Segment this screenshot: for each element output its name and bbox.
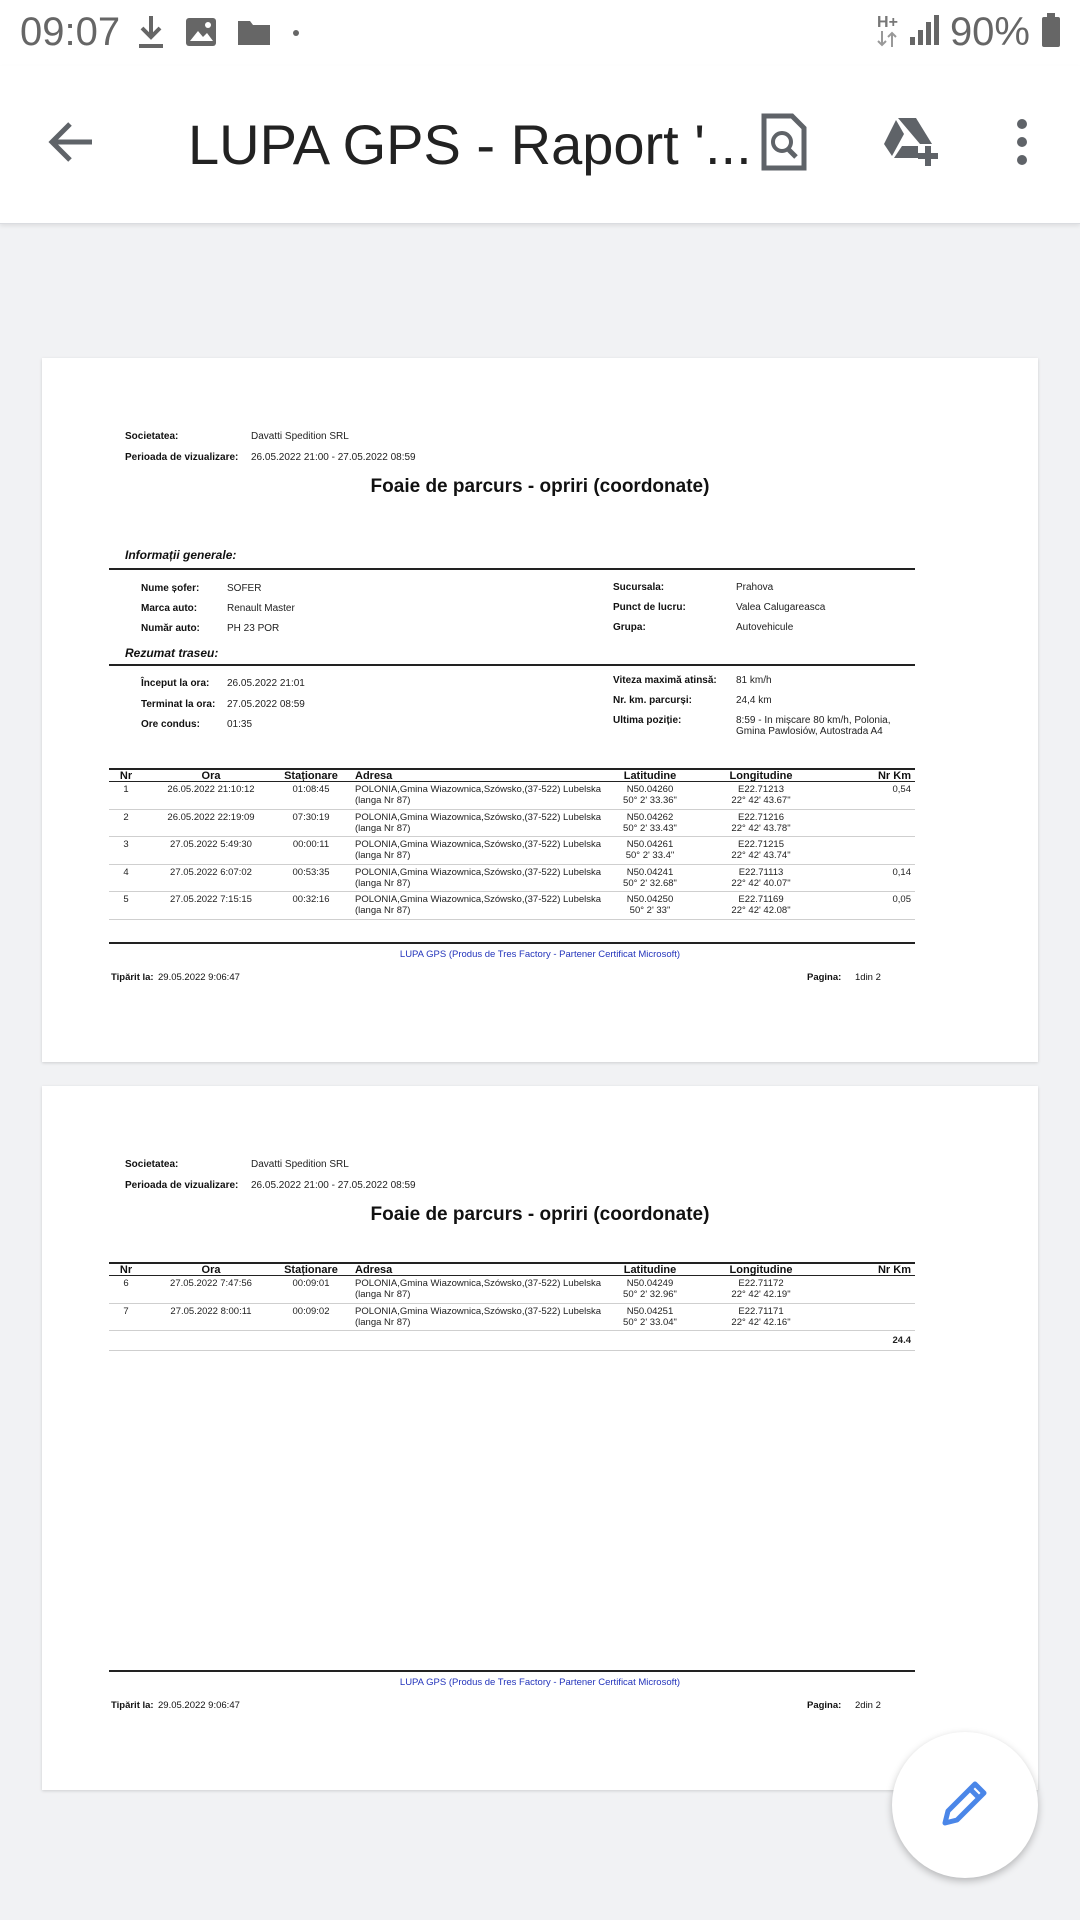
back-arrow-icon	[48, 120, 96, 169]
find-in-document-button[interactable]	[746, 106, 822, 182]
hours-value: 01:35	[227, 719, 253, 730]
footer-credit-link[interactable]: LUPA GPS (Produs de Tres Factory - Partener Certificat Microsoft)	[399, 1677, 681, 1688]
footer-divider	[109, 942, 915, 944]
cell-adresa-line-1: POLONIA,Gmina Wiazownica,Szówsko,(37-522) Lubelska	[355, 866, 602, 878]
period-value: 26.05.2022 21:00 - 27.05.2022 08:59	[251, 452, 416, 463]
cell-latitude: N50.04260	[626, 784, 674, 795]
company-value: Davatti Spedition SRL	[251, 1159, 349, 1170]
cell-latitude: N50.04251	[626, 1305, 674, 1317]
cell-adresa-line-2: (langa Nr 87)	[355, 1316, 411, 1328]
page-number: 1din 2	[855, 972, 881, 983]
cell-latitude-dms: 50° 2' 33.4"	[625, 850, 675, 861]
started-label: Început la ora:	[141, 678, 210, 689]
table-row	[109, 837, 915, 865]
folder-icon	[236, 17, 272, 52]
workpoint-label: Punct de lucru:	[613, 602, 686, 613]
cell-ora: 27.05.2022 6:07:02	[170, 866, 252, 878]
plate-value: PH 23 POR	[227, 623, 280, 634]
table-header	[109, 1262, 915, 1276]
header-adresa: Adresa	[355, 1264, 393, 1276]
plate-label: Număr auto:	[141, 623, 200, 634]
header-stationare: Staționare	[284, 1264, 338, 1276]
group-label: Grupa:	[613, 622, 646, 633]
footer-divider	[109, 1670, 915, 1672]
cell-stationare: 07:30:19	[292, 811, 330, 823]
battery-icon	[1040, 12, 1062, 53]
page-number: 2din 2	[855, 1700, 881, 1711]
last-position-line-1: 8:59 - In mișcare 80 km/h, Polonia,	[736, 715, 891, 726]
network-type: H+	[877, 15, 898, 51]
cell-longitude: E22.71216	[738, 811, 784, 823]
header-nr-km: Nr Km	[877, 770, 911, 782]
cell-stationare: 00:09:01	[292, 1278, 330, 1289]
stops-table	[109, 768, 915, 920]
workpoint-value: Valea Calugareasca	[736, 602, 826, 613]
system-icons	[877, 10, 1062, 55]
cell-ora: 27.05.2022 5:49:30	[170, 839, 252, 850]
header-longitudine: Longitudine	[729, 770, 793, 782]
footer-credit-link[interactable]: LUPA GPS (Produs de Tres Factory - Partener Certificat Microsoft)	[399, 949, 681, 960]
page-label: Pagina:	[807, 972, 842, 983]
cell-nr: 7	[123, 1305, 129, 1317]
route-summary-heading: Rezumat traseu:	[125, 646, 219, 660]
branch-label: Sucursala:	[613, 582, 665, 593]
notification-icons	[136, 14, 302, 55]
cell-latitude-dms: 50° 2' 33.36"	[623, 795, 677, 806]
period-label: Perioada de vizualizare:	[125, 1180, 239, 1191]
page-label: Pagina:	[807, 1700, 842, 1711]
cell-latitude: N50.04262	[626, 811, 674, 823]
cell-latitude-dms: 50° 2' 33.04"	[623, 1316, 677, 1328]
cell-latitude: N50.04261	[626, 839, 674, 850]
dot-icon	[290, 26, 302, 44]
cell-nr: 4	[123, 866, 129, 878]
table-row	[109, 1304, 915, 1332]
driver-label: Nume șofer:	[141, 583, 200, 594]
header-latitudine: Latitudine	[623, 1264, 677, 1276]
cell-adresa-line-1: POLONIA,Gmina Wiazownica,Szówsko,(37-522) Lubelska	[355, 784, 602, 795]
header-latitudine: Latitudine	[623, 770, 677, 782]
drive-add-icon	[880, 116, 940, 173]
image-icon	[184, 16, 218, 53]
km-value: 24,4 km	[736, 695, 772, 706]
status-bar	[0, 0, 1080, 66]
more-options-button[interactable]	[984, 106, 1060, 182]
cell-stationare: 00:32:16	[292, 894, 330, 905]
brand-label: Marca auto:	[141, 603, 198, 614]
cell-longitude-dms: 22° 42' 42.08"	[731, 905, 791, 916]
download-icon	[136, 14, 166, 55]
cell-adresa-line-1: POLONIA,Gmina Wiazownica,Szówsko,(37-522) Lubelska	[355, 1278, 602, 1289]
cell-latitude: N50.04250	[626, 894, 674, 905]
table-row	[109, 810, 915, 838]
cell-latitude-dms: 50° 2' 33"	[629, 905, 671, 916]
hours-label: Ore condus:	[141, 719, 200, 730]
table-header	[109, 768, 915, 782]
cell-longitude-dms: 22° 42' 43.67"	[731, 795, 791, 806]
cell-stationare: 00:53:35	[292, 866, 330, 878]
table-row	[109, 892, 915, 920]
pdf-page-2	[42, 1086, 1038, 1790]
brand-value: Renault Master	[227, 603, 295, 614]
cell-latitude-dms: 50° 2' 32.68"	[623, 877, 677, 889]
edit-pencil-icon	[939, 1777, 991, 1834]
cell-longitude: E22.71113	[738, 866, 784, 878]
company-label: Societatea:	[125, 1159, 179, 1170]
cell-longitude: E22.71172	[738, 1278, 784, 1289]
cell-nr: 2	[123, 811, 129, 823]
more-vert-icon	[1015, 118, 1029, 171]
cell-nr-km: 0,54	[892, 784, 911, 795]
cell-longitude: E22.71169	[738, 894, 784, 905]
cell-longitude: E22.71213	[738, 784, 784, 795]
cell-ora: 27.05.2022 8:00:11	[170, 1305, 252, 1317]
cell-adresa-line-1: POLONIA,Gmina Wiazownica,Szówsko,(37-522) Lubelska	[355, 839, 602, 850]
stops-table	[109, 1262, 915, 1351]
total-km: 24.4	[892, 1335, 911, 1346]
cell-ora: 26.05.2022 22:19:09	[167, 811, 255, 823]
cell-nr: 3	[123, 839, 129, 850]
cell-adresa-line-2: (langa Nr 87)	[355, 850, 411, 861]
driver-value: SOFER	[227, 583, 262, 594]
cell-nr: 6	[123, 1278, 129, 1289]
search-document-icon	[760, 112, 808, 177]
cell-longitude-dms: 22° 42' 43.74"	[731, 850, 791, 861]
document-title: LUPA GPS - Raport '...	[188, 113, 752, 176]
report-title: Foaie de parcurs - opriri (coordonate)	[370, 1204, 710, 1225]
cell-ora: 27.05.2022 7:47:56	[170, 1278, 252, 1289]
max-speed-value: 81 km/h	[736, 675, 772, 686]
cell-adresa-line-1: POLONIA,Gmina Wiazownica,Szówsko,(37-522) Lubelska	[355, 811, 602, 823]
max-speed-label: Viteza maximă atinsă:	[613, 675, 717, 686]
cell-adresa-line-2: (langa Nr 87)	[355, 1289, 411, 1300]
divider	[109, 568, 915, 570]
table-row	[109, 1276, 915, 1304]
signal-icon	[908, 13, 940, 52]
cell-ora: 26.05.2022 21:10:12	[167, 784, 255, 795]
km-label: Nr. km. parcurși:	[613, 695, 692, 706]
last-position-line-2: Gmina Pawlosiów, Autostrada A4	[736, 726, 883, 737]
cell-nr-km: 0,14	[892, 866, 911, 878]
last-position-label: Ultima poziție:	[613, 715, 682, 726]
cell-longitude-dms: 22° 42' 43.78"	[731, 822, 791, 834]
table-row	[109, 865, 915, 893]
cell-stationare: 00:00:11	[292, 839, 330, 850]
cell-longitude-dms: 22° 42' 40.07"	[731, 877, 791, 889]
report-title: Foaie de parcurs - opriri (coordonate)	[370, 476, 710, 497]
general-info-heading: Informații generale:	[125, 548, 237, 562]
header-nr-km: Nr Km	[877, 1264, 911, 1276]
cell-adresa-line-2: (langa Nr 87)	[355, 822, 411, 834]
finished-label: Terminat la ora:	[141, 699, 216, 710]
cell-latitude: N50.04249	[626, 1278, 674, 1289]
table-row	[109, 782, 915, 810]
printed-label: Tipărit la:	[111, 1700, 154, 1711]
cell-stationare: 00:09:02	[292, 1305, 330, 1317]
printed-value: 29.05.2022 9:06:47	[158, 972, 240, 983]
cell-ora: 27.05.2022 7:15:15	[170, 894, 252, 905]
started-value: 26.05.2022 21:01	[227, 678, 305, 689]
cell-adresa-line-2: (langa Nr 87)	[355, 795, 411, 806]
company-value: Davatti Spedition SRL	[251, 431, 349, 442]
period-label: Perioada de vizualizare:	[125, 452, 239, 463]
battery-percent: 90%	[949, 10, 1030, 54]
header-nr: Nr	[119, 770, 133, 782]
pdf-page-1	[42, 358, 1038, 1062]
cell-latitude-dms: 50° 2' 32.96"	[623, 1289, 677, 1300]
edit-fab-button[interactable]	[892, 1732, 1038, 1878]
cell-longitude-dms: 22° 42' 42.19"	[731, 1289, 791, 1300]
period-value: 26.05.2022 21:00 - 27.05.2022 08:59	[251, 1180, 416, 1191]
status-time: 09:07	[20, 10, 121, 54]
header-longitudine: Longitudine	[729, 1264, 793, 1276]
divider	[109, 664, 915, 666]
app-bar	[0, 66, 1080, 224]
total-row	[109, 1331, 915, 1351]
cell-adresa-line-1: POLONIA,Gmina Wiazownica,Szówsko,(37-522) Lubelska	[355, 1305, 602, 1317]
back-button[interactable]	[40, 112, 104, 176]
cell-adresa-line-1: POLONIA,Gmina Wiazownica,Szówsko,(37-522) Lubelska	[355, 894, 602, 905]
cell-adresa-line-2: (langa Nr 87)	[355, 905, 411, 916]
cell-nr: 5	[123, 894, 129, 905]
company-label: Societatea:	[125, 431, 179, 442]
cell-stationare: 01:08:45	[292, 784, 330, 795]
printed-value: 29.05.2022 9:06:47	[158, 1700, 240, 1711]
header-ora: Ora	[201, 770, 221, 782]
cell-longitude: E22.71215	[738, 839, 784, 850]
finished-value: 27.05.2022 08:59	[227, 699, 305, 710]
cell-latitude-dms: 50° 2' 33.43"	[623, 822, 677, 834]
cell-longitude: E22.71171	[738, 1305, 784, 1317]
cell-longitude-dms: 22° 42' 42.16"	[731, 1316, 791, 1328]
cell-latitude: N50.04241	[626, 866, 674, 878]
cell-adresa-line-2: (langa Nr 87)	[355, 877, 411, 889]
cell-nr: 1	[123, 784, 129, 795]
cell-nr-km: 0,05	[892, 894, 911, 905]
header-ora: Ora	[201, 1264, 221, 1276]
header-nr: Nr	[119, 1264, 133, 1276]
header-stationare: Staționare	[284, 770, 338, 782]
group-value: Autovehicule	[736, 622, 794, 633]
header-adresa: Adresa	[355, 770, 393, 782]
branch-value: Prahova	[736, 582, 774, 593]
save-to-drive-button[interactable]	[872, 106, 948, 182]
printed-label: Tipărit la:	[111, 972, 154, 983]
